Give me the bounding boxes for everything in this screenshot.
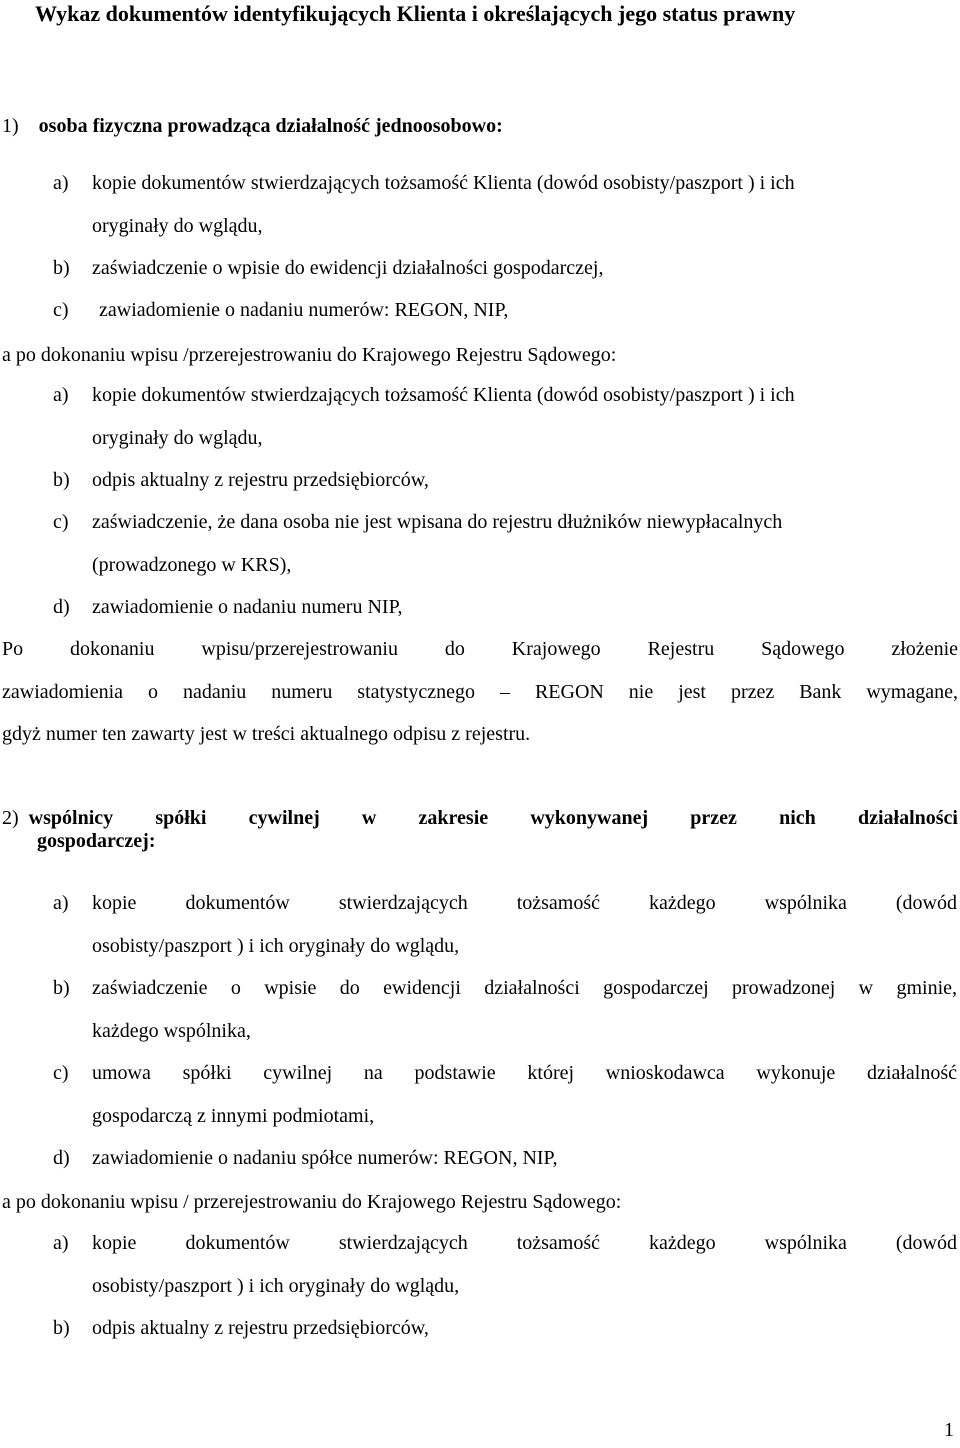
list-item: c) zaświadczenie, że dana osoba nie jest wpisana do rejestru dłużników niewypłacalnych (prowadzonego w KRS), — [53, 511, 783, 576]
section-2-heading: 2) wspólnicy spółki cywilnej w zakresie wykonywanej przez nich działalności gospodarczej: — [2, 807, 958, 852]
list-item: d) zawiadomienie o nadaniu spółce numerów: REGON, NIP, — [53, 1147, 558, 1169]
list-item: a) kopie dokumentów stwierdzających tożsamość Klienta (dowód osobisty/paszport ) i ich oryginały do wglądu, — [53, 384, 795, 449]
section-1-heading — [2, 114, 503, 138]
section-1-number: 1) — [2, 115, 19, 137]
list-item: b) odpis aktualny z rejestru przedsiębiorców, — [53, 469, 429, 491]
list-item: a) kopie dokumentów stwierdzających tożsamość każdego wspólnika (dowód osobisty/paszport ) i ich oryginały do wglądu, — [53, 1232, 957, 1297]
list-item: c) umowa spółki cywilnej na podstawie której wnioskodawca wykonuje działalność gospodarczą z innymi podmiotami, — [53, 1062, 957, 1127]
section-2-number: 2) — [2, 807, 19, 829]
note-paragraph: Po dokonaniu wpisu/przerejestrowaniu do Krajowego Rejestru Sądowego złożenie zawiadomienia o nadaniu numeru statystycznego – REGON nie jest przez Bank wymagane, gdyż numer ten zawarty jest w treści aktualnego odpisu z rejestru. — [2, 638, 958, 745]
document-title: Wykaz dokumentów identyfikujących Klienta i określających jego status prawny — [35, 1, 796, 26]
list-item: b) zaświadczenie o wpisie do ewidencji działalności gospodarczej prowadzonej w gminie, każdego wspólnika, — [53, 977, 957, 1042]
list-item: c) zawiadomienie o nadaniu numerów: REGON, NIP, — [53, 299, 509, 321]
list-item: b) zaświadczenie o wpisie do ewidencji działalności gospodarczej, — [53, 257, 604, 279]
section-1-title: osoba fizyczna prowadząca działalność jednoosobowo: — [38, 115, 503, 137]
after-registration-text: a po dokonaniu wpisu / przerejestrowaniu do Krajowego Rejestru Sądowego: — [2, 1191, 622, 1213]
list-item: d) zawiadomienie o nadaniu numeru NIP, — [53, 596, 403, 618]
list-item: a) kopie dokumentów stwierdzających tożsamość Klienta (dowód osobisty/paszport ) i ich oryginały do wglądu, — [53, 172, 795, 237]
list-item: a) kopie dokumentów stwierdzających tożsamość każdego wspólnika (dowód osobisty/paszport ) i ich oryginały do wglądu, — [53, 892, 957, 957]
list-item: b) odpis aktualny z rejestru przedsiębiorców, — [53, 1317, 429, 1339]
after-registration-text: a po dokonaniu wpisu /przerejestrowaniu do Krajowego Rejestru Sądowego: — [2, 344, 617, 366]
page-number: 1 — [944, 1419, 954, 1441]
